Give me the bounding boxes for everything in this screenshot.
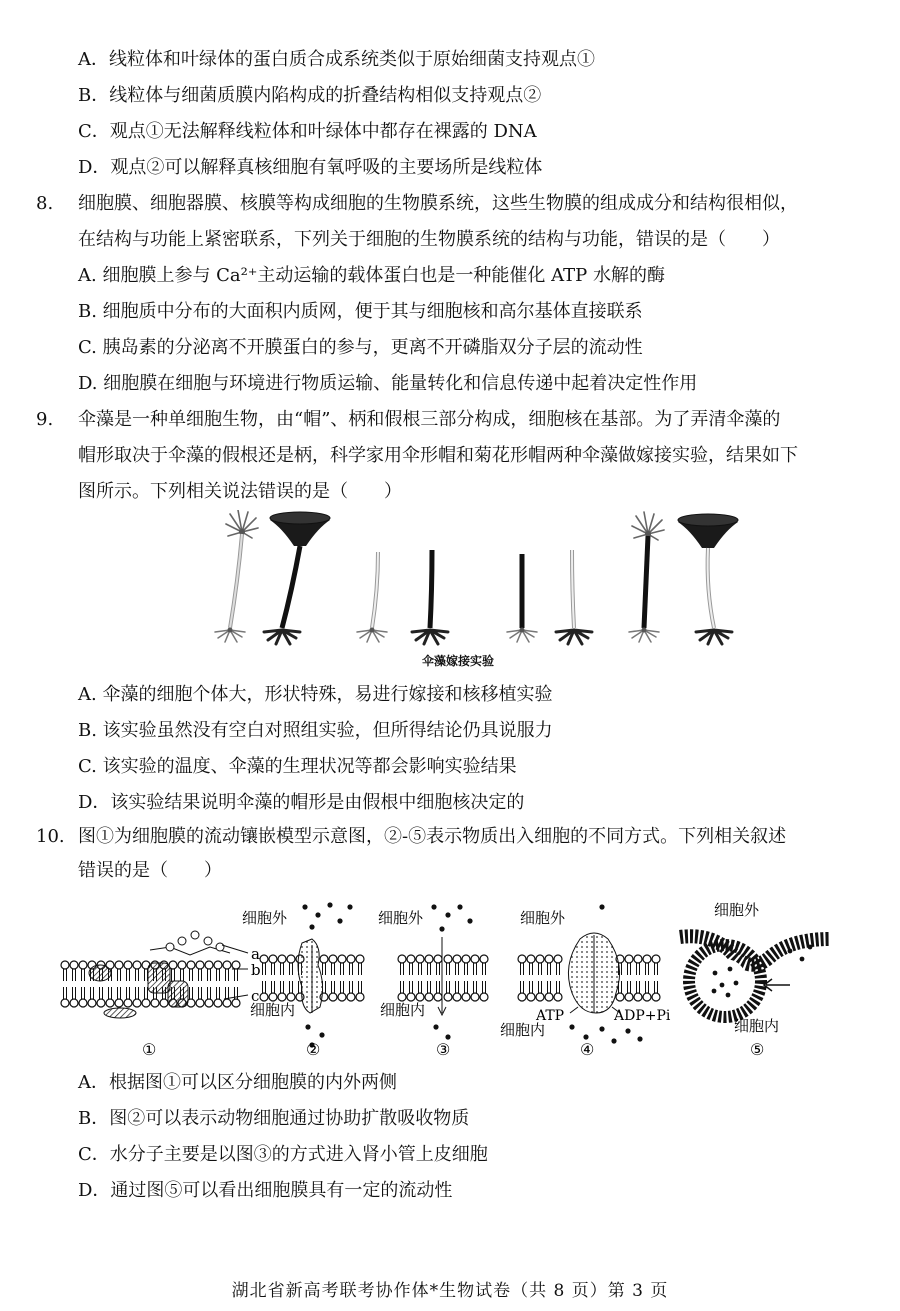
q10-stem-line-2: 错误的是（ ）: [78, 860, 222, 881]
graft-pair-4: [629, 512, 738, 644]
panel-4-outside: 细胞外: [520, 909, 566, 927]
atp-label: ATP: [536, 1008, 565, 1024]
q9-number: 9.: [36, 409, 54, 430]
panel-2-outside: 细胞外: [242, 909, 288, 927]
q9-stem-line-2: 帽形取决于伞藻的假根还是柄，科学家用伞形帽和菊花形帽两种伞藻做嫁接实验，结果如下: [78, 445, 798, 466]
panel-3-outside: 细胞外: [378, 909, 424, 927]
graft-pair-3: [507, 550, 592, 644]
q10-option-c: C．水分子主要是以图③的方式进入肾小管上皮细胞: [78, 1144, 488, 1165]
figure-caption: 伞藻嫁接实验: [422, 654, 495, 668]
q8-option-b: B. 细胞质中分布的大面积内质网，便于其与细胞核和高尔基体直接联系: [78, 301, 643, 322]
page-footer: 湖北省新高考联考协作体*生物试卷（共 8 页）第 3 页: [231, 1281, 669, 1301]
q10-option-a: A．根据图①可以区分细胞膜的内外两侧: [78, 1072, 397, 1093]
q7-option-b: B．线粒体与细菌质膜内陷构成的折叠结构相似支持观点②: [78, 85, 542, 106]
panel-label-2: ②: [306, 1040, 321, 1059]
panel-3-free-diffusion: [378, 904, 488, 1059]
q9-stem-line-1: 伞藻是一种单细胞生物，由“帽”、柄和假根三部分构成，细胞核在基部。为了弄清伞藻的: [78, 409, 781, 430]
panel-5-inside: 细胞内: [734, 1017, 780, 1035]
q7-option-c: C．观点①无法解释线粒体和叶绿体中都存在裸露的 DNA: [78, 121, 537, 142]
q10-option-d: D．通过图⑤可以看出细胞膜具有一定的流动性: [78, 1180, 453, 1201]
q9-option-b: B. 该实验虽然没有空白对照组实验，但所得结论仍具说服力: [78, 720, 553, 741]
graft-pair-1: [215, 510, 330, 644]
panel-3-inside: 细胞内: [380, 1001, 426, 1019]
panel-1-fluid-mosaic: [61, 931, 261, 1059]
panel-label-4: ④: [580, 1040, 595, 1059]
panel-2-facilitated-diffusion: [242, 902, 364, 1059]
label-b: b: [251, 961, 261, 979]
q7-option-a: A．线粒体和叶绿体的蛋白质合成系统类似于原始细菌支持观点①: [78, 49, 595, 70]
q10-stem-line-1: 图①为细胞膜的流动镶嵌模型示意图，②-⑤表示物质出入细胞的不同方式。下列相关叙述: [78, 826, 787, 847]
q8-stem-line-2: 在结构与功能上紧密联系，下列关于细胞的生物膜系统的结构与功能，错误的是（ ）: [78, 229, 780, 250]
q10-number: 10.: [36, 826, 65, 847]
q8-option-c: C. 胰岛素的分泌离不开膜蛋白的参与，更离不开磷脂双分子层的流动性: [78, 337, 643, 358]
panel-5-endocytosis: [680, 901, 830, 1059]
q10-option-b: B．图②可以表示动物细胞通过协助扩散吸收物质: [78, 1108, 470, 1129]
panel-label-5: ⑤: [750, 1040, 765, 1059]
q8-option-d: D. 细胞膜在细胞与环境进行物质运输、能量转化和信息传递中起着决定性作用: [78, 373, 698, 394]
label-a: a: [251, 945, 260, 963]
panel-5-outside: 细胞外: [714, 901, 760, 919]
q9-option-a: A. 伞藻的细胞个体大，形状特殊，易进行嫁接和核移植实验: [78, 684, 553, 705]
q8-option-a: A. 细胞膜上参与 Ca²⁺主动运输的载体蛋白也是一种能催化 ATP 水解的酶: [78, 265, 665, 286]
membrane-transport-figure: [50, 895, 850, 1065]
q8-stem-line-1: 细胞膜、细胞器膜、核膜等构成细胞的生物膜系统，这些生物膜的组成成分和结构很相似，: [78, 193, 798, 214]
adp-label: ADP+Pi: [614, 1008, 671, 1024]
graft-pair-2: [357, 550, 448, 644]
q9-option-d: D．该实验结果说明伞藻的帽形是由假根中细胞核决定的: [78, 792, 525, 813]
panel-4-active-transport: [500, 904, 671, 1059]
panel-4-inside: 细胞内: [500, 1021, 546, 1039]
q9-stem-line-3: 图所示。下列相关说法错误的是（ ）: [78, 481, 402, 502]
panel-label-3: ③: [436, 1040, 451, 1059]
q9-option-c: C. 该实验的温度、伞藻的生理状况等都会影响实验结果: [78, 756, 517, 777]
acetabularia-graft-figure: [200, 510, 750, 650]
panel-2-inside: 细胞内: [250, 1001, 296, 1019]
label-c: c: [251, 987, 260, 1005]
panel-label-1: ①: [142, 1040, 157, 1059]
q7-option-d: D．观点②可以解释真核细胞有氧呼吸的主要场所是线粒体: [78, 157, 543, 178]
q8-number: 8.: [36, 193, 54, 214]
